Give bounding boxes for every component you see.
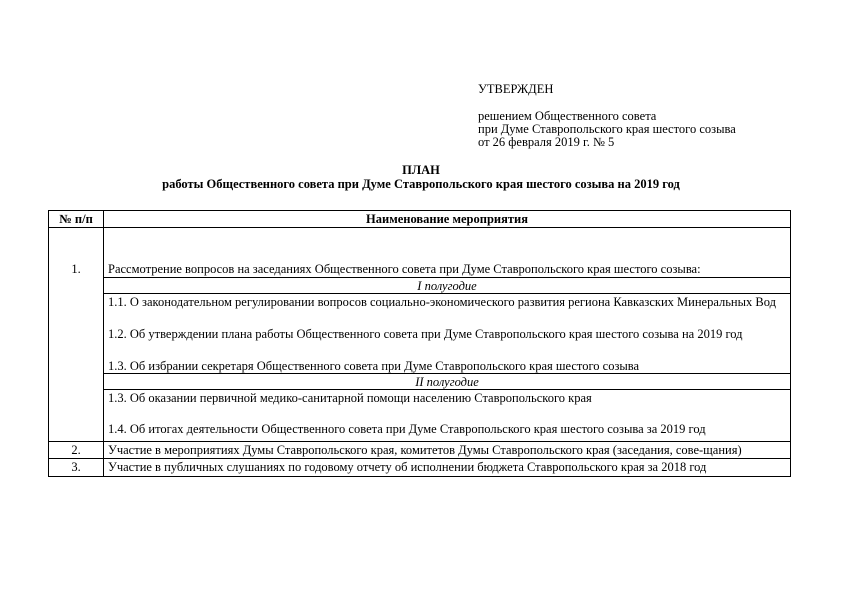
half-year-row: [49, 278, 791, 294]
column-header-number: № п/п: [49, 211, 104, 228]
approval-line-decision: решением Общественного совета: [478, 109, 657, 123]
plan-table: [48, 210, 791, 477]
half-year-label: I полугодие: [104, 278, 791, 294]
plan-heading: [60, 163, 782, 191]
agenda-item: 1.3. Об оказании первичной медико-санитарной помощи населению Ставропольского края: [108, 391, 592, 405]
row-text: Участие в мероприятиях Думы Ставропольского края, комитетов Думы Ставропольского края (заседания, сове-щания): [104, 442, 791, 459]
row-text: Рассмотрение вопросов на заседаниях Общественного совета при Думе Ставропольского края шестого созыва:: [104, 228, 791, 278]
row-text: Участие в публичных слушаниях по годовому отчету об исполнении бюджета Ставропольского края за 2018 год: [104, 459, 791, 477]
agenda-item: 1.3. Об избрании секретаря Общественного совета при Думе Ставропольского края шестого созыва: [108, 359, 640, 373]
agenda-items-row: [49, 294, 791, 374]
table-header-row: [49, 211, 791, 228]
row-number: 2.: [49, 442, 104, 459]
approval-line-date: от 26 февраля 2019 г. № 5: [478, 135, 615, 149]
row-number: 1.: [49, 228, 104, 442]
table-row: [49, 459, 791, 477]
approval-line-council: при Думе Ставропольского края шестого созыва: [478, 122, 736, 136]
agenda-item: 1.1. О законодательном регулировании вопросов социально-экономического развития региона Кавказских Минеральных Вод: [108, 295, 776, 309]
half-year-label: II полугодие: [104, 374, 791, 390]
column-header-name: Наименование мероприятия: [104, 211, 791, 228]
agenda-item: 1.4. Об итогах деятельности Общественного совета при Думе Ставропольского края шестого созыва за 2019 год: [108, 422, 706, 436]
approval-title: УТВЕРЖДЕН: [478, 82, 554, 96]
table-row: [49, 228, 791, 278]
table-row: [49, 442, 791, 459]
agenda-items-row: [49, 390, 791, 442]
agenda-items: [104, 390, 791, 442]
agenda-item: 1.2. Об утверждении плана работы Общественного совета при Думе Ставропольского края шестого созыва на 2019 год: [108, 327, 743, 341]
plan-subtitle: работы Общественного совета при Думе Ставропольского края шестого созыва на 2019 год: [162, 177, 680, 191]
agenda-items: [104, 294, 791, 374]
approval-block: [478, 83, 798, 149]
row-number: 3.: [49, 459, 104, 477]
plan-title: ПЛАН: [402, 163, 440, 177]
half-year-row: [49, 374, 791, 390]
